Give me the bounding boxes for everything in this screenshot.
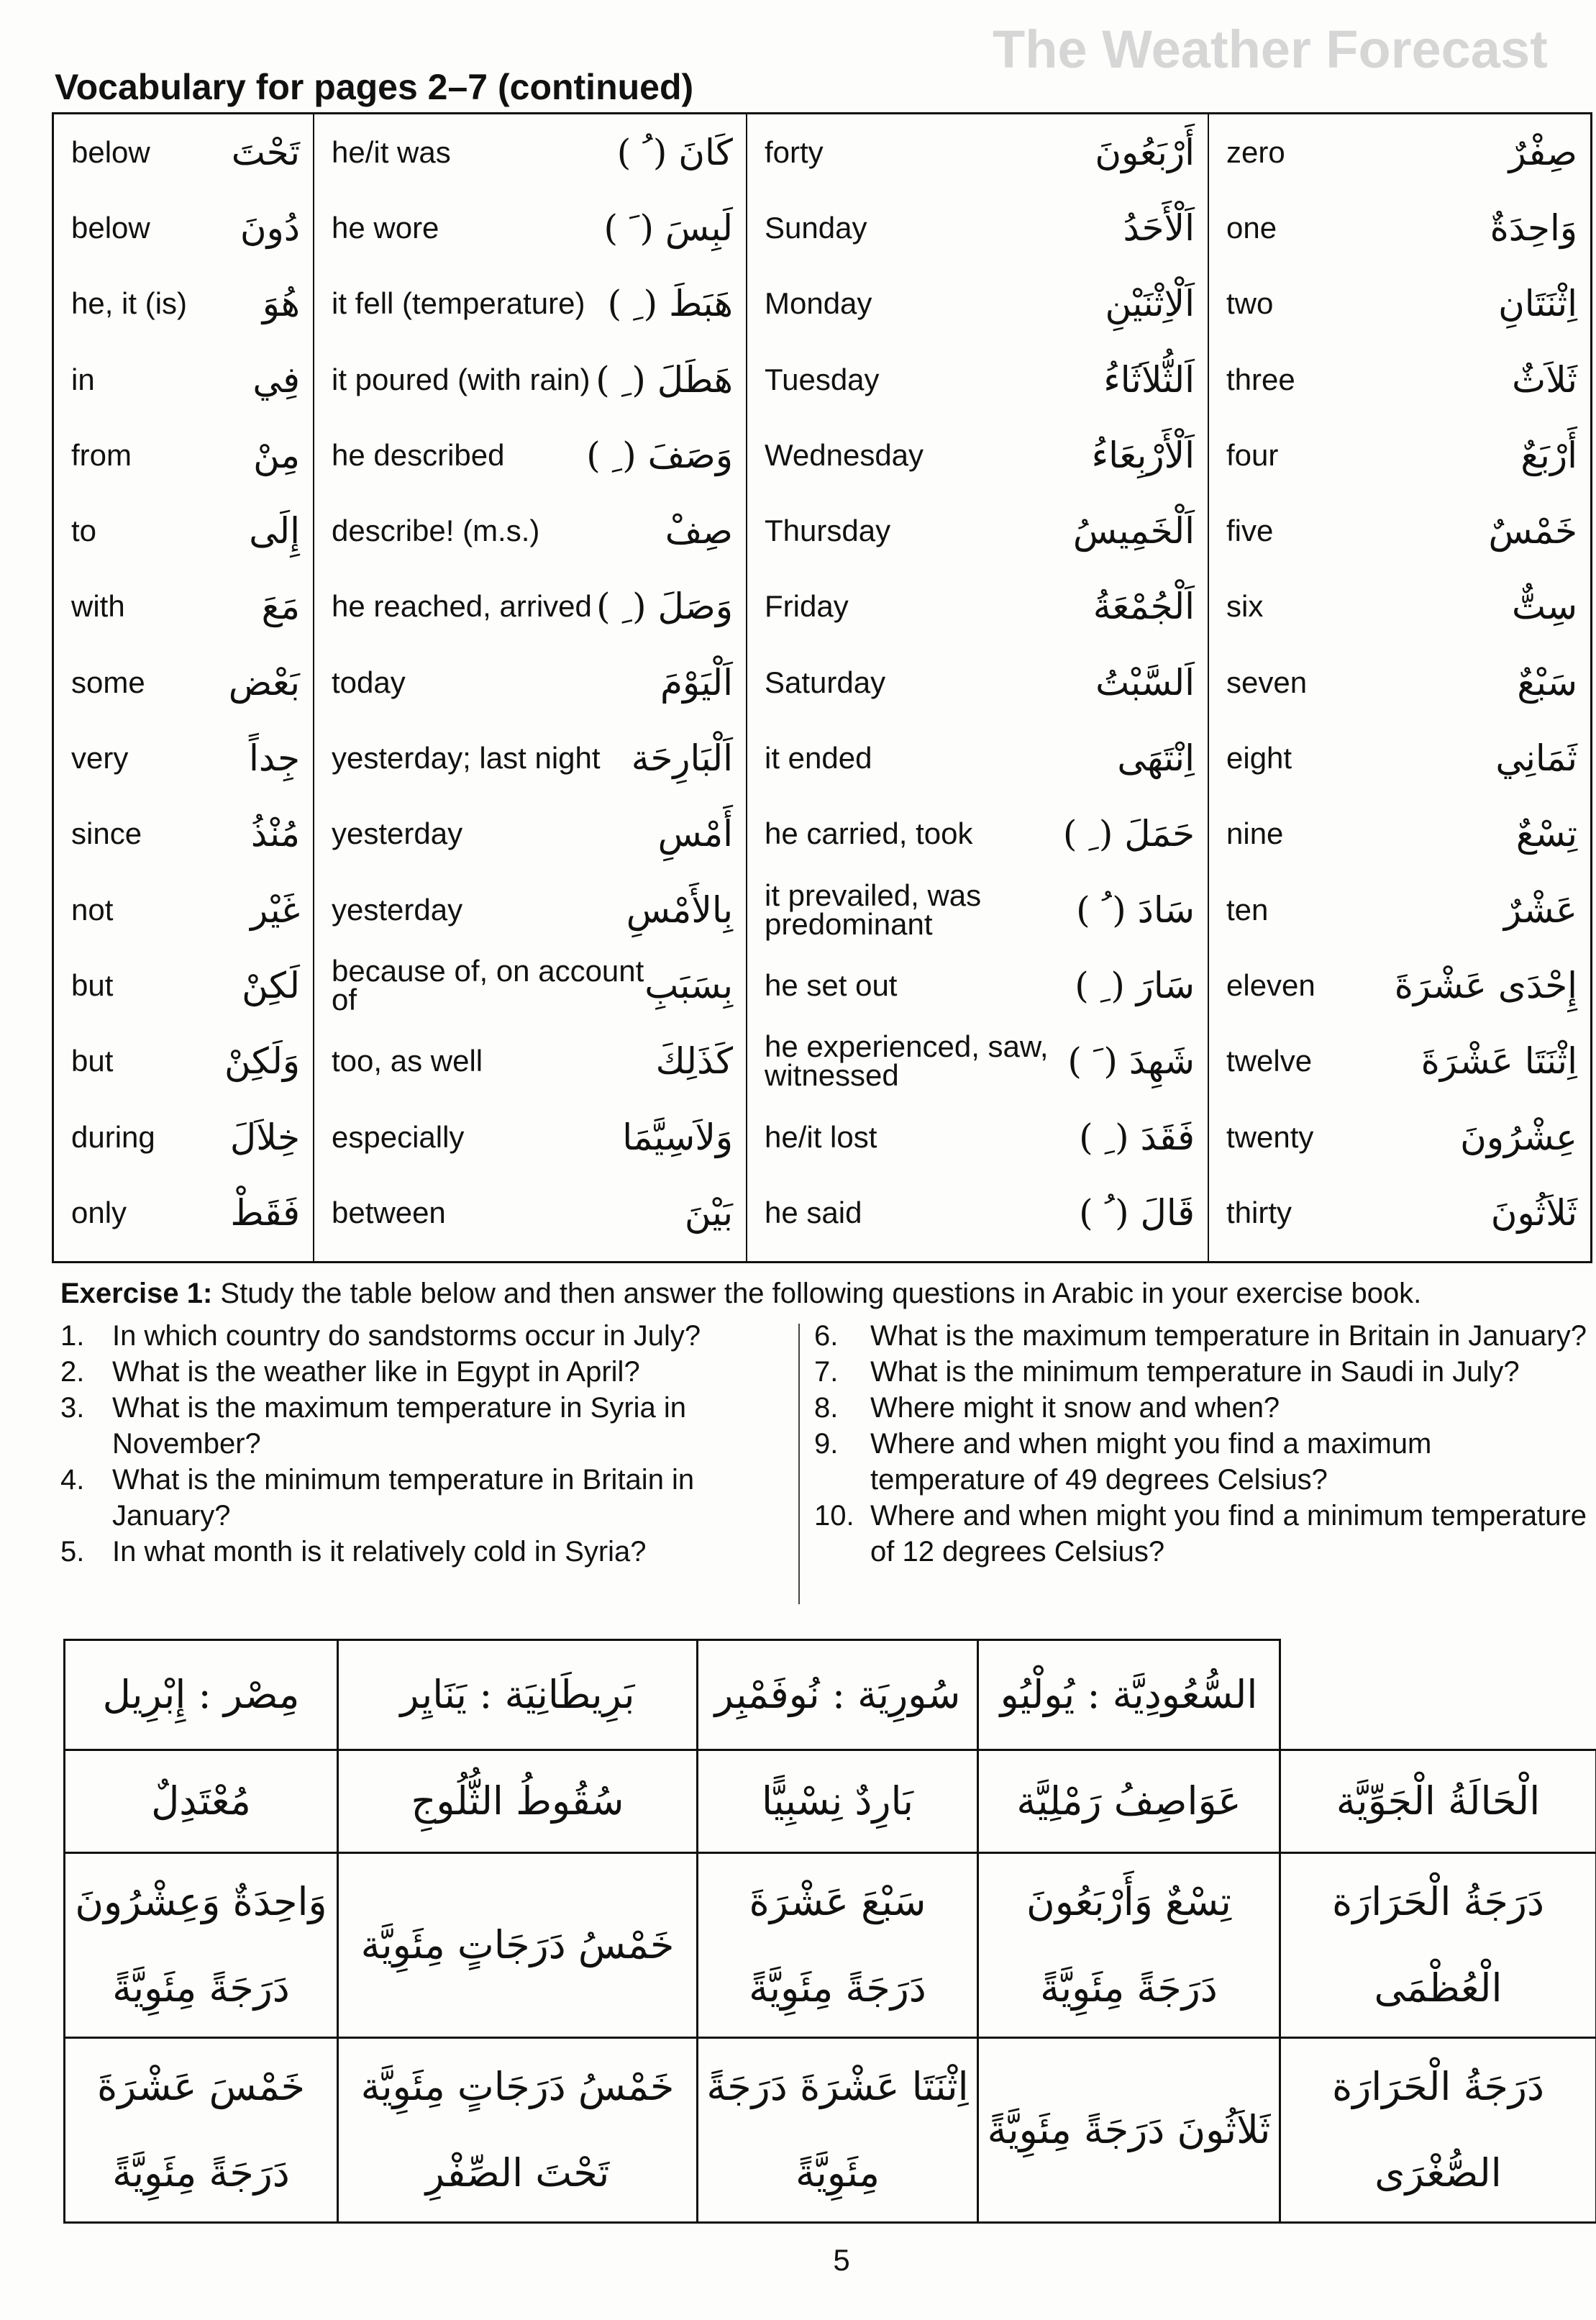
vocab-arabic: بِسَبَبِ [644, 964, 733, 1006]
vocab-entry [54, 190, 313, 265]
vocab-entry [747, 1024, 1208, 1099]
vocab-english: ten [1226, 892, 1269, 927]
vocab-english: Thursday [765, 514, 891, 548]
vocab-arabic: تِسْعٌ [1515, 813, 1577, 855]
question-item [60, 1354, 780, 1390]
vocab-entry [314, 720, 746, 796]
vocab-entry [747, 342, 1208, 417]
vocab-english: yesterday; last night [332, 741, 601, 775]
weather-row [65, 1750, 1596, 1853]
vocab-english: twelve [1226, 1044, 1313, 1078]
vocab-english: below [71, 210, 150, 245]
vocab-entry [54, 569, 313, 645]
question-item [814, 1498, 1595, 1570]
vocab-arabic: أَرْبَعُونَ [1095, 131, 1195, 173]
vocab-arabic: دُونَ [240, 206, 300, 249]
vocab-entry [54, 872, 313, 947]
vocab-arabic: كَذَلِكَ [655, 1040, 733, 1083]
vocab-entry [1209, 190, 1590, 265]
vocab-entry [1209, 569, 1590, 645]
vocab-english: thirty [1226, 1195, 1292, 1229]
question-item [60, 1390, 780, 1462]
weather-cell: تِسْعٌ وَأَرْبَعُونَ دَرَجَةً مِئَوِيَّةً [978, 1853, 1280, 2038]
vocab-entry [54, 114, 313, 190]
vocab-arabic: اِثْنَتَا عَشْرَةَ [1421, 1040, 1577, 1083]
vocab-entry [314, 645, 746, 720]
vocab-entry [1209, 947, 1590, 1023]
vocab-entry [747, 872, 1208, 947]
vocab-arabic: بَعْض [228, 661, 300, 704]
vocab-english: one [1226, 210, 1277, 245]
vocab-entry [747, 645, 1208, 720]
vocab-entry [747, 569, 1208, 645]
vocab-entry [314, 190, 746, 265]
vocab-english: below [71, 135, 150, 169]
vocab-arabic: وَصَفَ ( ِ ) [586, 434, 733, 476]
weather-header-cell: مِصْر : إِبْرِيل [65, 1640, 338, 1750]
vocab-english: three [1226, 362, 1295, 396]
vocab-entry [54, 493, 313, 568]
question-text: What is the maximum temperature in Syria in November? [112, 1392, 687, 1460]
weather-cell: مُعْتَدِلٌ [65, 1750, 338, 1853]
vocab-entry [1209, 493, 1590, 568]
question-item [814, 1318, 1595, 1354]
vocab-entry [314, 417, 746, 493]
question-number: 1. [60, 1320, 85, 1352]
vocab-english: Friday [765, 589, 849, 624]
faint-bleed-title: The Weather Forecast [993, 19, 1548, 79]
vocab-arabic: اَلثُّلاَثَاءُ [1103, 358, 1195, 401]
vocab-entry [314, 1099, 746, 1175]
vocab-arabic: ثَلاَثٌ [1512, 358, 1577, 401]
vocab-english: but [71, 968, 114, 1002]
vocab-arabic: لَبِسَ ( َ ) [603, 206, 733, 249]
vocab-arabic: حَمَلَ ( ِ ) [1062, 813, 1195, 855]
vocab-entry [314, 1175, 746, 1250]
vocab-english: twenty [1226, 1119, 1314, 1154]
vocab-entry [54, 720, 313, 796]
vocab-english: yesterday [332, 816, 463, 851]
question-item [60, 1318, 780, 1354]
question-item [814, 1390, 1595, 1426]
question-number: 5. [60, 1536, 85, 1568]
vocab-arabic: بَيْنَ [684, 1191, 733, 1234]
vocab-english: two [1226, 286, 1274, 321]
weather-header-cell: السُّعُودِيَّة : يُولْيُو [978, 1640, 1280, 1750]
vocab-entry [747, 720, 1208, 796]
vocab-arabic: إِلَى [249, 510, 300, 552]
question-item [60, 1462, 780, 1534]
weather-cell: خَمْسُ دَرَجَاتٍ مِئَوِيَّة تَحْتَ الصِّفْرِ [338, 2038, 698, 2223]
vocab-arabic: اَلْجُمْعَةُ [1093, 586, 1195, 628]
vocab-entry [314, 872, 746, 947]
vocab-arabic: سَبْعٌ [1517, 661, 1577, 704]
vocab-english: he said [765, 1195, 862, 1229]
question-number: 8. [814, 1392, 839, 1424]
vocab-english: he described [332, 437, 505, 472]
question-text: What is the minimum temperature in Saudi in July? [870, 1356, 1520, 1388]
vocab-arabic: مِنْ [253, 434, 300, 476]
vocab-english: Monday [765, 286, 872, 321]
vocab-english: six [1226, 589, 1264, 624]
question-text: What is the maximum temperature in Britain in January? [870, 1320, 1587, 1352]
vocab-arabic: اِنْتَهَى [1117, 737, 1195, 780]
vocab-entry [314, 114, 746, 190]
vocab-english: he set out [765, 968, 898, 1002]
vocab-entry [747, 796, 1208, 872]
vocab-column [747, 114, 1209, 1261]
vocab-entry [314, 266, 746, 342]
vocab-english: he, it (is) [71, 286, 188, 321]
vocab-entry [1209, 417, 1590, 493]
question-text: In what month is it relatively cold in Syria? [112, 1536, 647, 1568]
vocab-entry [54, 417, 313, 493]
vocab-entry [54, 947, 313, 1023]
weather-header-cell: بَرِيطَانِيَة : يَنَايِر [338, 1640, 698, 1750]
vocab-arabic: قَالَ ( ُ ) [1079, 1191, 1195, 1234]
vocab-arabic: أَمْسِ [657, 813, 733, 855]
vocab-english: since [71, 816, 142, 851]
vocab-arabic: صِفْ [665, 510, 733, 552]
weather-cell: خَمْسَ عَشْرَةَ دَرَجَةً مِئَوِيَّةً [65, 2038, 338, 2223]
vocab-english: he/it lost [765, 1119, 877, 1154]
weather-corner-cell [1280, 1640, 1596, 1750]
vocab-arabic: فِي [252, 358, 300, 401]
vocab-entry [1209, 645, 1590, 720]
vocab-entry [54, 1175, 313, 1250]
vocab-entry [747, 493, 1208, 568]
vocab-entry [54, 1024, 313, 1099]
question-number: 10. [814, 1500, 854, 1532]
vocab-english: not [71, 892, 114, 927]
vocab-entry [1209, 1175, 1590, 1250]
vocab-english: too, as well [332, 1044, 483, 1078]
weather-cell: اِثْنَتَا عَشْرَةَ دَرَجَةً مِئَوِيَّةً [698, 2038, 978, 2223]
page-number: 5 [833, 2243, 850, 2277]
weather-row [65, 2038, 1596, 2223]
vocab-entry [1209, 1099, 1590, 1175]
weather-header-row [65, 1640, 1596, 1750]
weather-row [65, 1853, 1596, 2038]
vocab-english: it poured (with rain) [332, 362, 590, 396]
vocab-entry [747, 1175, 1208, 1250]
vocab-english: seven [1226, 665, 1308, 699]
vocab-arabic: مَعَ [261, 586, 300, 628]
vocab-arabic: هُوَ [262, 283, 300, 325]
vocab-arabic: سَادَ ( ُ ) [1076, 888, 1195, 931]
vocab-english: Saturday [765, 665, 886, 699]
vocab-arabic: كَانَ ( ُ ) [616, 131, 733, 173]
vocab-english: nine [1226, 816, 1284, 851]
vocab-arabic: ثَلاَثُونَ [1490, 1191, 1577, 1234]
vocab-entry [747, 114, 1208, 190]
vocab-entry [54, 645, 313, 720]
vocab-arabic: ثَمَانِي [1495, 737, 1577, 780]
weather-header-cell: سُورِيَة : نُوفَمْبِر [698, 1640, 978, 1750]
question-number: 6. [814, 1320, 839, 1352]
vocab-arabic: عِشْرُونَ [1460, 1116, 1577, 1158]
vocab-english: he reached, arrived [332, 589, 592, 624]
question-text: Where and when might you find a maximum temperature of 49 degrees Celsius? [870, 1428, 1432, 1496]
vocab-arabic: خِلاَلَ [229, 1116, 300, 1158]
vocab-entry [747, 947, 1208, 1023]
vocab-english: but [71, 1044, 114, 1078]
weather-table [63, 1639, 1596, 2224]
vocab-arabic: هَبَطَ ( ِ ) [607, 283, 733, 325]
question-item [60, 1534, 780, 1570]
question-number: 9. [814, 1428, 839, 1460]
vocab-arabic: سِتٌّ [1512, 586, 1577, 628]
vocab-arabic: اَلْخَمِيسُ [1072, 510, 1195, 552]
vocab-entry [747, 190, 1208, 265]
question-number: 2. [60, 1356, 85, 1388]
vocab-english: eleven [1226, 968, 1315, 1002]
vocab-entry [1209, 266, 1590, 342]
vocab-arabic: عَشْرٌ [1503, 888, 1577, 931]
vocab-entry [1209, 872, 1590, 947]
vocab-arabic: سَارَ ( ِ ) [1075, 964, 1195, 1006]
vocab-english: yesterday [332, 892, 463, 927]
weather-cell: سُقُوطُ الثُّلُوجِ [338, 1750, 698, 1853]
vocab-entry [747, 417, 1208, 493]
vocab-english: today [332, 665, 406, 699]
weather-cell: بَارِدٌ نِسْبِيًّا [698, 1750, 978, 1853]
vocab-entry [1209, 796, 1590, 872]
vocab-entry [1209, 720, 1590, 796]
vocab-english: it fell (temperature) [332, 286, 585, 321]
vocab-column [1209, 114, 1590, 1261]
exercise-heading [60, 1278, 1592, 1310]
question-number: 3. [60, 1392, 85, 1424]
vocab-entry [54, 266, 313, 342]
weather-row-label: دَرَجَةُ الْحَرَارَة الْعُظْمَى [1280, 1853, 1596, 2038]
exercise-label: Exercise 1: [60, 1278, 213, 1309]
question-number: 4. [60, 1464, 85, 1496]
weather-cell: خَمْسُ دَرَجَاتٍ مِئَوِيَّة [338, 1853, 698, 2038]
weather-row-label: دَرَجَةُ الْحَرَارَة الصُّغْرَى [1280, 2038, 1596, 2223]
question-item [814, 1426, 1595, 1498]
vocab-english: zero [1226, 135, 1285, 169]
weather-cell: وَاحِدَةٌ وَعِشْرُونَ دَرَجَةً مِئَوِيَّةً [65, 1853, 338, 2038]
vocab-english: between [332, 1195, 446, 1229]
vocab-arabic: جِداً [248, 737, 300, 780]
vocab-entry [747, 266, 1208, 342]
vocabulary-title: Vocabulary for pages 2–7 (continued) [55, 67, 694, 107]
vocab-english: it prevailed, was predominant [765, 878, 982, 941]
vocab-arabic: بِالأَمْسِ [626, 888, 733, 931]
vocab-english: some [71, 665, 145, 699]
vocab-arabic: اَلْاِثْنَيْنِ [1105, 283, 1195, 325]
vocab-entry [1209, 114, 1590, 190]
vocab-entry [747, 1099, 1208, 1175]
vocab-english: because of, on account of [332, 953, 644, 1016]
vocab-arabic: إِحْدَى عَشْرَةَ [1394, 964, 1577, 1006]
vocab-arabic: هَطَلَ ( ِ ) [596, 358, 733, 401]
vocab-english: very [71, 741, 129, 775]
vocab-entry [314, 796, 746, 872]
question-text: In which country do sandstorms occur in July? [112, 1320, 701, 1352]
vocab-entry [1209, 1024, 1590, 1099]
vocab-arabic: غَيْر [250, 888, 300, 931]
vocab-english: forty [765, 135, 824, 169]
vocab-arabic: وَلَكِنْ [224, 1040, 300, 1083]
question-number: 7. [814, 1356, 839, 1388]
vocab-entry [54, 342, 313, 417]
vocab-english: to [71, 514, 97, 548]
vocab-english: during [71, 1119, 155, 1154]
vocab-column [54, 114, 314, 1261]
vocab-entry [314, 947, 746, 1023]
vocab-english: only [71, 1195, 127, 1229]
question-text: What is the minimum temperature in Britain in January? [112, 1464, 695, 1532]
vocab-english: Wednesday [765, 437, 924, 472]
vocab-arabic: شَهِدَ ( َ ) [1067, 1040, 1195, 1083]
vocab-arabic: وَلاَسِيَّمَا [622, 1116, 733, 1158]
vocab-english: from [71, 437, 132, 472]
weather-row-label: الْحَالَةُ الْجَوِّيَّة [1280, 1750, 1596, 1853]
vocab-arabic: اَلْبَارِحَة [631, 737, 733, 780]
vocab-arabic: اِثْنَتَانِ [1498, 283, 1577, 325]
vocab-english: with [71, 589, 125, 624]
vocab-entry [54, 1099, 313, 1175]
vocab-entry [54, 796, 313, 872]
vocab-arabic: فَقَطْ [230, 1191, 300, 1234]
vocab-arabic: اَلسَّبْتُ [1095, 661, 1195, 704]
vocab-arabic: خَمْسٌ [1488, 510, 1577, 552]
vocab-arabic: وَصَلَ ( ِ ) [596, 586, 733, 628]
vocab-arabic: اَلْأَحَدُ [1123, 206, 1195, 249]
vocab-english: he carried, took [765, 816, 973, 851]
vocab-arabic: اَلْأَرْبِعَاءُ [1091, 434, 1195, 476]
vocab-column [314, 114, 747, 1261]
questions-divider [798, 1324, 800, 1604]
exercise-instruction: Study the table below and then answer the following questions in Arabic in your exercise book. [212, 1278, 1422, 1309]
vocab-entry [314, 342, 746, 417]
vocab-arabic: فَقَدَ ( ِ ) [1079, 1116, 1195, 1158]
vocab-entry [314, 1024, 746, 1099]
vocab-english: four [1226, 437, 1279, 472]
question-text: Where and when might you find a minimum temperature of 12 degrees Celsius? [870, 1500, 1587, 1568]
weather-cell: عَوَاصِفُ رَمْلِيَّة [978, 1750, 1280, 1853]
vocab-entry [314, 569, 746, 645]
vocab-entry [314, 493, 746, 568]
vocab-arabic: صِفْرٌ [1508, 131, 1577, 173]
vocab-english: it ended [765, 741, 872, 775]
vocab-arabic: تَحْتَ [231, 131, 300, 173]
vocab-english: in [71, 362, 95, 396]
weather-cell: ثَلاَثُونَ دَرَجَةً مِئَوِيَّةً [978, 2038, 1280, 2223]
vocabulary-table [52, 112, 1592, 1263]
vocab-arabic: وَاحِدَةٌ [1490, 206, 1577, 249]
vocab-arabic: مُنْذُ [250, 813, 300, 855]
vocab-english: he wore [332, 210, 439, 245]
vocab-english: he experienced, saw, witnessed [765, 1029, 1049, 1093]
vocab-english: Sunday [765, 210, 867, 245]
weather-cell: سَبْعَ عَشْرَةَ دَرَجَةً مِئَوِيَّةً [698, 1853, 978, 2038]
questions-left [60, 1318, 780, 1570]
question-text: Where might it snow and when? [870, 1392, 1280, 1424]
vocab-arabic: لَكِنْ [242, 964, 300, 1006]
questions-right [814, 1318, 1595, 1570]
question-item [814, 1354, 1595, 1390]
vocab-english: especially [332, 1119, 465, 1154]
vocab-english: Tuesday [765, 362, 880, 396]
vocab-english: he/it was [332, 135, 451, 169]
question-text: What is the weather like in Egypt in April? [112, 1356, 640, 1388]
vocab-arabic: أَرْبَعٌ [1520, 434, 1577, 476]
vocab-english: eight [1226, 741, 1292, 775]
vocab-english: five [1226, 514, 1274, 548]
vocab-english: describe! (m.s.) [332, 514, 540, 548]
vocab-entry [1209, 342, 1590, 417]
vocab-arabic: اَلْيَوْمَ [660, 661, 733, 704]
